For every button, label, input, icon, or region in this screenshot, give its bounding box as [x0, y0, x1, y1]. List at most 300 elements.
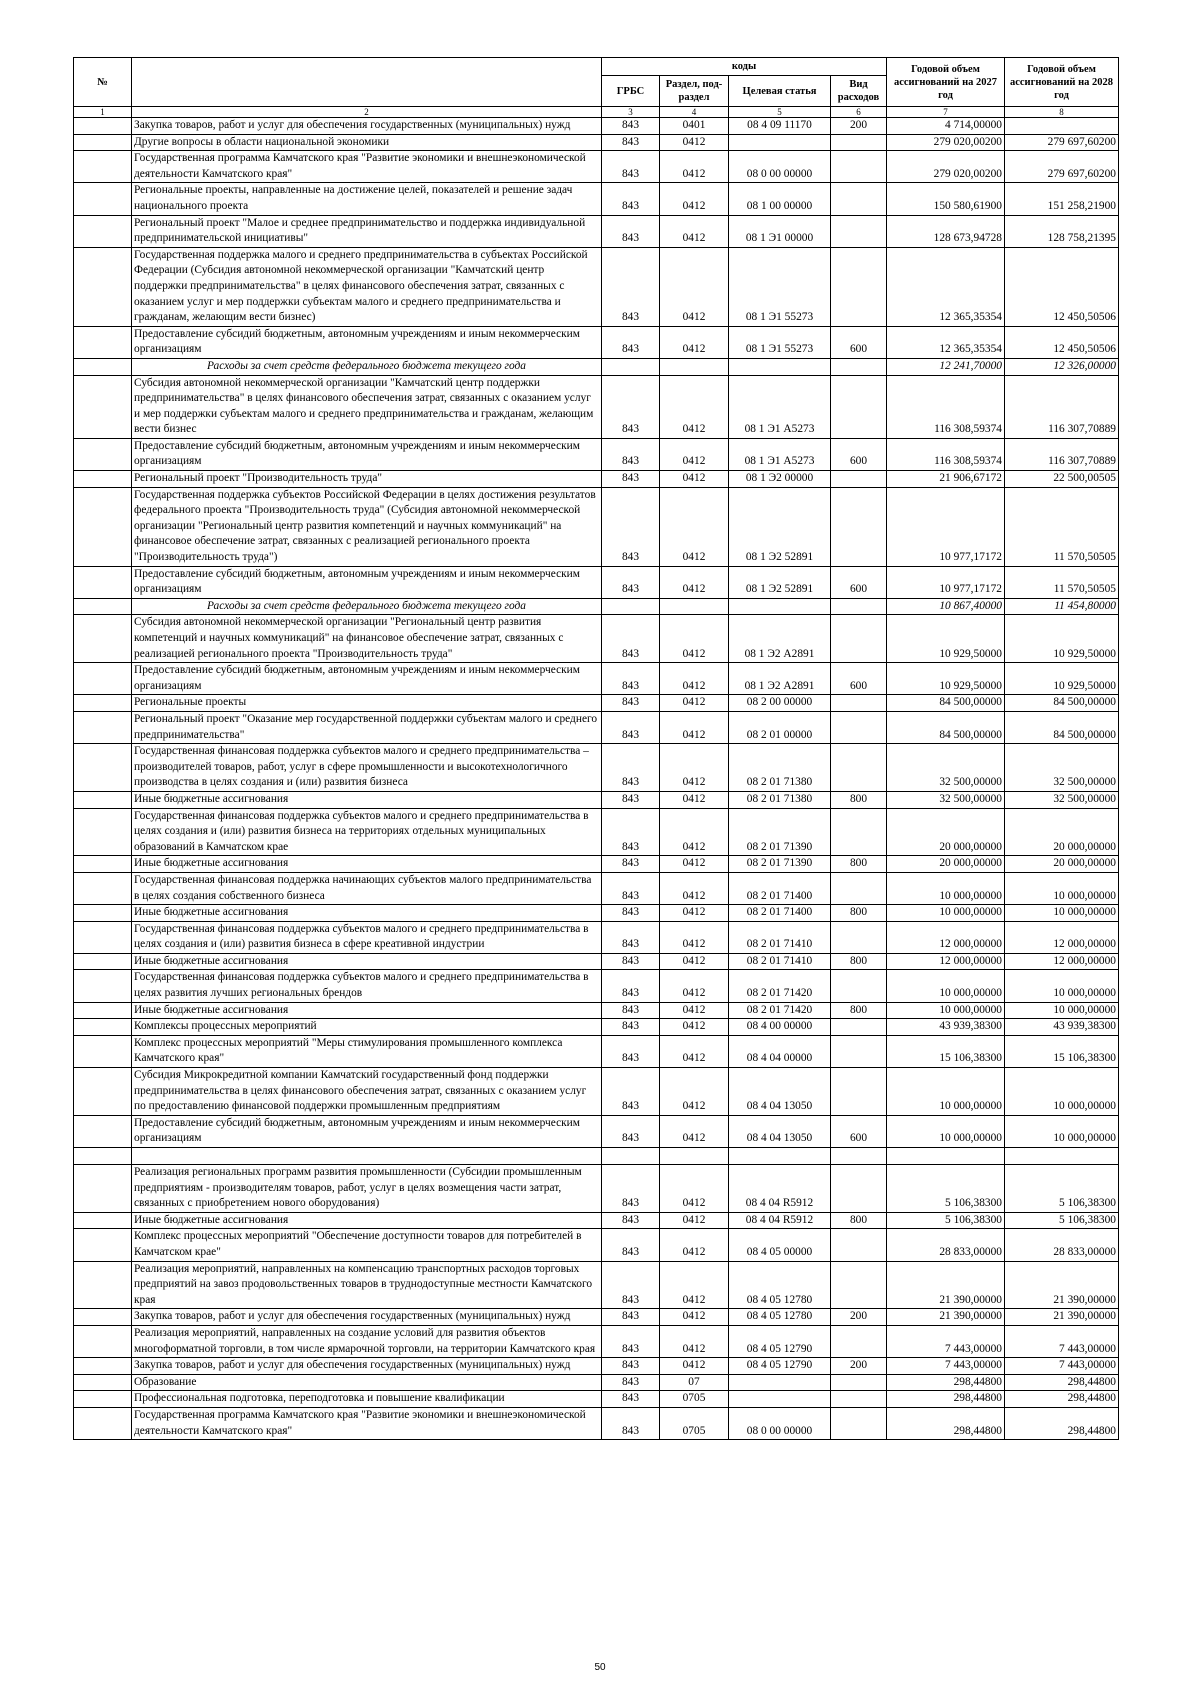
row-number [74, 663, 132, 695]
row-razdel: 0412 [660, 953, 729, 970]
row-grbs: 843 [602, 247, 660, 326]
row-amount-2027: 10 000,00000 [887, 1115, 1005, 1147]
row-number [74, 471, 132, 488]
row-grbs: 843 [602, 375, 660, 438]
row-razdel: 0412 [660, 856, 729, 873]
row-amount-2027: 7 443,00000 [887, 1358, 1005, 1375]
row-number [74, 134, 132, 151]
row-number [74, 695, 132, 712]
row-amount-2027: 32 500,00000 [887, 791, 1005, 808]
row-grbs: 843 [602, 905, 660, 922]
row-amount-2028: 21 390,00000 [1005, 1261, 1119, 1309]
row-razdel: 0412 [660, 566, 729, 598]
row-grbs: 843 [602, 1358, 660, 1375]
row-grbs: 843 [602, 1229, 660, 1261]
row-target-article: 08 1 Э2 00000 [729, 471, 831, 488]
row-amount-2028: 11 570,50505 [1005, 566, 1119, 598]
table-row [74, 1068, 1119, 1116]
row-name: Комплекс процессных мероприятий "Меры стимулирования промышленного комплекса Камчатского края" [132, 1035, 602, 1067]
row-target-article: 08 2 01 71420 [729, 1002, 831, 1019]
row-number [74, 615, 132, 663]
row-amount-2027: 10 929,50000 [887, 615, 1005, 663]
row-grbs: 843 [602, 695, 660, 712]
row-amount-2027: 10 977,17172 [887, 566, 1005, 598]
row-grbs: 843 [602, 953, 660, 970]
row-amount-2028: 116 307,70889 [1005, 438, 1119, 470]
row-razdel: 0412 [660, 1035, 729, 1067]
row-name: Государственная поддержка малого и среднего предпринимательства в субъектах Российской Федерации (Субсидия автономной некоммерческой организации "Камчатский центр поддержки предпринимательства" в целях финансового обеспечения затрат, связанных с оказанием услуг и мер поддержки субъектам малого и среднего предпринимательства и гражданам, желающим вести бизнес) [132, 247, 602, 326]
row-grbs: 843 [602, 134, 660, 151]
table-row [74, 615, 1119, 663]
row-razdel: 0401 [660, 118, 729, 135]
row-expense-type [831, 1229, 887, 1261]
row-amount-2028: 298,44800 [1005, 1407, 1119, 1439]
row-grbs: 843 [602, 1165, 660, 1213]
row-grbs: 843 [602, 663, 660, 695]
row-razdel: 07 [660, 1374, 729, 1391]
header-row-top [74, 58, 1119, 76]
table-row [74, 134, 1119, 151]
row-razdel [660, 598, 729, 615]
row-number [74, 1325, 132, 1357]
row-amount-2027: 279 020,00200 [887, 151, 1005, 183]
table-row [74, 1309, 1119, 1326]
row-expense-type [831, 1261, 887, 1309]
row-number [74, 247, 132, 326]
row-amount-2028: 10 929,50000 [1005, 663, 1119, 695]
row-razdel: 0412 [660, 438, 729, 470]
row-grbs: 843 [602, 1374, 660, 1391]
row-target-article: 08 2 00 00000 [729, 695, 831, 712]
row-razdel: 0412 [660, 615, 729, 663]
row-amount-2028: 21 390,00000 [1005, 1309, 1119, 1326]
row-amount-2028: 12 326,00000 [1005, 358, 1119, 375]
row-target-article: 08 4 04 00000 [729, 1035, 831, 1067]
row-number [74, 358, 132, 375]
row-amount-2027: 10 929,50000 [887, 663, 1005, 695]
table-row [74, 953, 1119, 970]
row-expense-type: 800 [831, 953, 887, 970]
column-number: 6 [831, 107, 887, 118]
row-amount-2028: 10 000,00000 [1005, 1068, 1119, 1116]
row-grbs: 843 [602, 808, 660, 856]
row-razdel: 0412 [660, 970, 729, 1002]
row-number [74, 1261, 132, 1309]
row-target-article [729, 1391, 831, 1408]
row-amount-2027: 84 500,00000 [887, 711, 1005, 743]
federal-budget-row [74, 358, 1119, 375]
row-name: Иные бюджетные ассигнования [132, 905, 602, 922]
table-row [74, 1019, 1119, 1036]
row-amount-2027: 128 673,94728 [887, 215, 1005, 247]
row-target-article: 08 1 Э1 А5273 [729, 375, 831, 438]
row-amount-2028: 10 000,00000 [1005, 1115, 1119, 1147]
column-number: 2 [132, 107, 602, 118]
header-grbs: ГРБС [602, 76, 660, 107]
row-razdel: 0412 [660, 134, 729, 151]
row-amount-2027: 10 000,00000 [887, 872, 1005, 904]
row-name: Реализация мероприятий, направленных на компенсацию транспортных расходов торговых предприятий на завоз продовольственных товаров в труднодоступные местности Камчатского края [132, 1261, 602, 1309]
row-target-article: 08 4 05 12780 [729, 1309, 831, 1326]
row-amount-2028: 10 000,00000 [1005, 905, 1119, 922]
row-expense-type [831, 695, 887, 712]
row-target-article: 08 2 01 71420 [729, 970, 831, 1002]
table-row [74, 663, 1119, 695]
budget-table [73, 57, 1119, 1440]
row-number [74, 1229, 132, 1261]
table-row [74, 1261, 1119, 1309]
row-target-article [729, 134, 831, 151]
row-amount-2028: 15 106,38300 [1005, 1035, 1119, 1067]
row-razdel: 0412 [660, 215, 729, 247]
row-amount-2027: 4 714,00000 [887, 118, 1005, 135]
row-number [74, 856, 132, 873]
table-row [74, 1035, 1119, 1067]
row-number [74, 566, 132, 598]
row-expense-type [831, 1035, 887, 1067]
row-target-article: 08 4 04 13050 [729, 1068, 831, 1116]
row-target-article [729, 1374, 831, 1391]
row-expense-type: 800 [831, 905, 887, 922]
row-razdel: 0412 [660, 1019, 729, 1036]
row-grbs: 843 [602, 1035, 660, 1067]
table-row [74, 1115, 1119, 1147]
row-number [74, 791, 132, 808]
table-row [74, 1002, 1119, 1019]
row-grbs: 843 [602, 471, 660, 488]
row-expense-type [831, 247, 887, 326]
row-razdel: 0412 [660, 1002, 729, 1019]
row-grbs: 843 [602, 1261, 660, 1309]
row-razdel: 0412 [660, 1068, 729, 1116]
row-amount-2028: 7 443,00000 [1005, 1358, 1119, 1375]
column-number: 4 [660, 107, 729, 118]
row-expense-type [831, 183, 887, 215]
row-grbs: 843 [602, 487, 660, 566]
row-target-article: 08 2 01 71400 [729, 872, 831, 904]
row-number [74, 1212, 132, 1229]
row-amount-2028: 10 000,00000 [1005, 872, 1119, 904]
row-name: Предоставление субсидий бюджетным, автономным учреждениям и иным некоммерческим организациям [132, 1115, 602, 1147]
row-expense-type: 800 [831, 856, 887, 873]
row-number [74, 487, 132, 566]
row-target-article: 08 1 00 00000 [729, 183, 831, 215]
row-name: Иные бюджетные ассигнования [132, 1212, 602, 1229]
row-target-article: 08 2 01 71410 [729, 921, 831, 953]
row-target-article: 08 4 05 12790 [729, 1325, 831, 1357]
row-target-article: 08 4 05 12790 [729, 1358, 831, 1375]
row-target-article: 08 2 01 71400 [729, 905, 831, 922]
row-amount-2027: 12 000,00000 [887, 921, 1005, 953]
row-razdel: 0705 [660, 1391, 729, 1408]
row-number [74, 1115, 132, 1147]
row-grbs: 843 [602, 215, 660, 247]
row-amount-2028: 151 258,21900 [1005, 183, 1119, 215]
row-target-article: 08 0 00 00000 [729, 151, 831, 183]
row-grbs: 843 [602, 1115, 660, 1147]
row-target-article: 08 0 00 00000 [729, 1407, 831, 1439]
row-amount-2028: 12 450,50506 [1005, 247, 1119, 326]
header-2028: Годовой объем ассигнований на 2028 год [1005, 58, 1119, 107]
row-target-article [729, 358, 831, 375]
row-name: Субсидия Микрокредитной компании Камчатский государственный фонд поддержки предпринимательства в целях финансового обеспечения затрат, связанных с оказанием услуг по предоставлению финансовой поддержки промышленным предприятиям [132, 1068, 602, 1116]
column-number: 5 [729, 107, 831, 118]
row-amount-2027: 150 580,61900 [887, 183, 1005, 215]
row-amount-2028: 10 000,00000 [1005, 970, 1119, 1002]
row-name: Государственная программа Камчатского края "Развитие экономики и внешнеэкономической деятельности Камчатского края" [132, 1407, 602, 1439]
row-razdel: 0705 [660, 1407, 729, 1439]
row-amount-2028: 10 000,00000 [1005, 1002, 1119, 1019]
row-amount-2028: 12 000,00000 [1005, 953, 1119, 970]
row-expense-type [831, 872, 887, 904]
row-target-article: 08 1 Э2 52891 [729, 487, 831, 566]
row-target-article: 08 2 01 00000 [729, 711, 831, 743]
table-row [74, 791, 1119, 808]
row-amount-2027: 5 106,38300 [887, 1165, 1005, 1213]
row-amount-2027: 10 867,40000 [887, 598, 1005, 615]
row-target-article: 08 4 04 R5912 [729, 1212, 831, 1229]
table-row [74, 808, 1119, 856]
header-razdel: Раздел, под-раздел [660, 76, 729, 107]
row-target-article [729, 598, 831, 615]
row-amount-2028: 20 000,00000 [1005, 808, 1119, 856]
row-name: Иные бюджетные ассигнования [132, 1002, 602, 1019]
table-row [74, 566, 1119, 598]
row-amount-2027: 10 000,00000 [887, 1002, 1005, 1019]
table-row [74, 215, 1119, 247]
row-amount-2028: 5 106,38300 [1005, 1212, 1119, 1229]
row-name: Предоставление субсидий бюджетным, автономным учреждениям и иным некоммерческим организациям [132, 663, 602, 695]
row-grbs: 843 [602, 1309, 660, 1326]
row-amount-2027: 32 500,00000 [887, 744, 1005, 792]
table-row [74, 970, 1119, 1002]
row-target-article: 08 2 01 71410 [729, 953, 831, 970]
row-expense-type: 600 [831, 566, 887, 598]
row-name: Региональный проект "Малое и среднее предпринимательство и поддержка индивидуальной предпринимательской инициативы" [132, 215, 602, 247]
row-razdel: 0412 [660, 1358, 729, 1375]
row-name: Другие вопросы в области национальной экономики [132, 134, 602, 151]
row-amount-2027: 298,44800 [887, 1407, 1005, 1439]
row-amount-2027: 28 833,00000 [887, 1229, 1005, 1261]
column-number: 8 [1005, 107, 1119, 118]
row-number [74, 326, 132, 358]
row-razdel: 0412 [660, 872, 729, 904]
row-amount-2027: 20 000,00000 [887, 808, 1005, 856]
row-razdel: 0412 [660, 711, 729, 743]
row-name: Государственная финансовая поддержка субъектов малого и среднего предпринимательства в целях развития лучших региональных брендов [132, 970, 602, 1002]
table-row [74, 1212, 1119, 1229]
row-expense-type: 200 [831, 1309, 887, 1326]
row-number [74, 598, 132, 615]
row-name: Государственная финансовая поддержка субъектов малого и среднего предпринимательства в целях создания и (или) развития бизнеса в сфере креативной индустрии [132, 921, 602, 953]
row-expense-type [831, 134, 887, 151]
row-number [74, 921, 132, 953]
row-grbs: 843 [602, 1325, 660, 1357]
table-row [74, 375, 1119, 438]
row-razdel [660, 358, 729, 375]
row-name: Закупка товаров, работ и услуг для обеспечения государственных (муниципальных) нужд [132, 118, 602, 135]
row-name: Иные бюджетные ассигнования [132, 856, 602, 873]
table-row [74, 438, 1119, 470]
row-amount-2027: 5 106,38300 [887, 1212, 1005, 1229]
row-razdel: 0412 [660, 487, 729, 566]
row-name: Закупка товаров, работ и услуг для обеспечения государственных (муниципальных) нужд [132, 1358, 602, 1375]
table-row [74, 872, 1119, 904]
row-name: Расходы за счет средств федерального бюджета текущего года [132, 598, 602, 615]
row-razdel: 0412 [660, 663, 729, 695]
row-target-article: 08 1 Э1 А5273 [729, 438, 831, 470]
row-target-article: 08 1 Э2 А2891 [729, 663, 831, 695]
row-grbs: 843 [602, 326, 660, 358]
row-amount-2028: 84 500,00000 [1005, 711, 1119, 743]
row-name: Региональный проект "Производительность труда" [132, 471, 602, 488]
row-grbs: 843 [602, 791, 660, 808]
row-expense-type [831, 744, 887, 792]
row-amount-2027: 298,44800 [887, 1391, 1005, 1408]
row-amount-2028: 43 939,38300 [1005, 1019, 1119, 1036]
header-2027: Годовой объем ассигнований на 2027 год [887, 58, 1005, 107]
header-num: № [74, 58, 132, 107]
row-grbs: 843 [602, 1407, 660, 1439]
row-razdel: 0412 [660, 1165, 729, 1213]
row-amount-2027: 12 000,00000 [887, 953, 1005, 970]
row-number [74, 151, 132, 183]
row-amount-2028: 5 106,38300 [1005, 1165, 1119, 1213]
row-target-article: 08 1 Э1 00000 [729, 215, 831, 247]
row-name: Образование [132, 1374, 602, 1391]
table-row [74, 487, 1119, 566]
row-name: Государственная программа Камчатского края "Развитие экономики и внешнеэкономической деятельности Камчатского края" [132, 151, 602, 183]
table-row [74, 1148, 1119, 1165]
row-amount-2028 [1005, 118, 1119, 135]
row-amount-2028: 279 697,60200 [1005, 134, 1119, 151]
row-amount-2027: 15 106,38300 [887, 1035, 1005, 1067]
table-row [74, 326, 1119, 358]
row-number [74, 1019, 132, 1036]
row-expense-type [831, 615, 887, 663]
row-amount-2028: 12 000,00000 [1005, 921, 1119, 953]
row-expense-type [831, 151, 887, 183]
row-razdel: 0412 [660, 921, 729, 953]
federal-budget-row [74, 598, 1119, 615]
row-grbs [602, 598, 660, 615]
row-amount-2027: 12 365,35354 [887, 326, 1005, 358]
table-row [74, 921, 1119, 953]
row-grbs: 843 [602, 970, 660, 1002]
row-razdel: 0412 [660, 791, 729, 808]
row-name: Комплекс процессных мероприятий "Обеспечение доступности товаров для потребителей в Камчатском крае" [132, 1229, 602, 1261]
row-amount-2027: 116 308,59374 [887, 375, 1005, 438]
row-razdel: 0412 [660, 1229, 729, 1261]
table-row [74, 247, 1119, 326]
row-expense-type: 200 [831, 118, 887, 135]
row-name: Государственная финансовая поддержка начинающих субъектов малого предпринимательства в целях создания собственного бизнеса [132, 872, 602, 904]
row-number [74, 183, 132, 215]
row-amount-2027: 12 365,35354 [887, 247, 1005, 326]
header-vid: Вид расходов [831, 76, 887, 107]
row-expense-type [831, 487, 887, 566]
row-name: Государственная поддержка субъектов Российской Федерации в целях достижения результатов федерального проекта "Производительность труда" (Субсидия автономной некоммерческой организации "Региональный центр развития компетенций и научных коммуникаций" на финансовое обеспечение затрат, связанных с реализацией регионального проекта "Производительность труда") [132, 487, 602, 566]
row-grbs: 843 [602, 744, 660, 792]
row-amount-2027: 12 241,70000 [887, 358, 1005, 375]
row-expense-type [831, 471, 887, 488]
row-expense-type [831, 808, 887, 856]
row-name: Комплексы процессных мероприятий [132, 1019, 602, 1036]
row-amount-2027: 21 390,00000 [887, 1309, 1005, 1326]
row-grbs: 843 [602, 566, 660, 598]
row-amount-2028 [1005, 1148, 1119, 1165]
row-target-article: 08 1 Э2 А2891 [729, 615, 831, 663]
row-amount-2028: 279 697,60200 [1005, 151, 1119, 183]
row-expense-type [831, 375, 887, 438]
row-expense-type: 600 [831, 663, 887, 695]
table-row [74, 1391, 1119, 1408]
row-name: Региональные проекты [132, 695, 602, 712]
row-target-article: 08 4 04 R5912 [729, 1165, 831, 1213]
row-grbs: 843 [602, 183, 660, 215]
row-target-article: 08 2 01 71380 [729, 744, 831, 792]
row-number [74, 438, 132, 470]
table-row [74, 183, 1119, 215]
row-expense-type [831, 921, 887, 953]
row-number [74, 970, 132, 1002]
row-grbs: 843 [602, 1212, 660, 1229]
row-grbs: 843 [602, 1019, 660, 1036]
table-row [74, 1358, 1119, 1375]
row-name: Реализация мероприятий, направленных на создание условий для развития объектов многоформатной торговли, в том числе ярмарочной торговли, на территории Камчатского края [132, 1325, 602, 1357]
table-row [74, 1229, 1119, 1261]
row-amount-2028: 32 500,00000 [1005, 744, 1119, 792]
table-row [74, 744, 1119, 792]
row-number [74, 872, 132, 904]
row-target-article: 08 4 05 12780 [729, 1261, 831, 1309]
row-amount-2027: 21 906,67172 [887, 471, 1005, 488]
column-number: 7 [887, 107, 1005, 118]
row-name: Иные бюджетные ассигнования [132, 953, 602, 970]
row-amount-2027: 279 020,00200 [887, 134, 1005, 151]
row-name: Региональный проект "Оказание мер государственной поддержки субъектам малого и среднего предпринимательства" [132, 711, 602, 743]
header-celevaya: Целевая статья [729, 76, 831, 107]
row-razdel: 0412 [660, 1309, 729, 1326]
row-expense-type [831, 970, 887, 1002]
row-name: Субсидия автономной некоммерческой организации "Региональный центр развития компетенций и научных коммуникаций" на финансовое обеспечение затрат, связанных с реализацией регионального проекта "Производительность труда" [132, 615, 602, 663]
row-razdel: 0412 [660, 1261, 729, 1309]
row-expense-type: 800 [831, 1002, 887, 1019]
row-expense-type [831, 1148, 887, 1165]
row-number [74, 118, 132, 135]
row-razdel: 0412 [660, 695, 729, 712]
column-number: 3 [602, 107, 660, 118]
row-razdel: 0412 [660, 151, 729, 183]
row-number [74, 1309, 132, 1326]
row-razdel: 0412 [660, 247, 729, 326]
table-row [74, 856, 1119, 873]
row-name: Региональные проекты, направленные на достижение целей, показателей и решение задач национального проекта [132, 183, 602, 215]
row-number [74, 375, 132, 438]
row-grbs: 843 [602, 1391, 660, 1408]
row-name: Закупка товаров, работ и услуг для обеспечения государственных (муниципальных) нужд [132, 1309, 602, 1326]
row-number [74, 1358, 132, 1375]
row-amount-2027: 10 977,17172 [887, 487, 1005, 566]
row-expense-type: 600 [831, 1115, 887, 1147]
row-number [74, 1391, 132, 1408]
table-row [74, 151, 1119, 183]
row-amount-2027: 84 500,00000 [887, 695, 1005, 712]
row-number [74, 215, 132, 247]
row-amount-2028: 298,44800 [1005, 1374, 1119, 1391]
row-expense-type [831, 215, 887, 247]
column-number-row [74, 107, 1119, 118]
